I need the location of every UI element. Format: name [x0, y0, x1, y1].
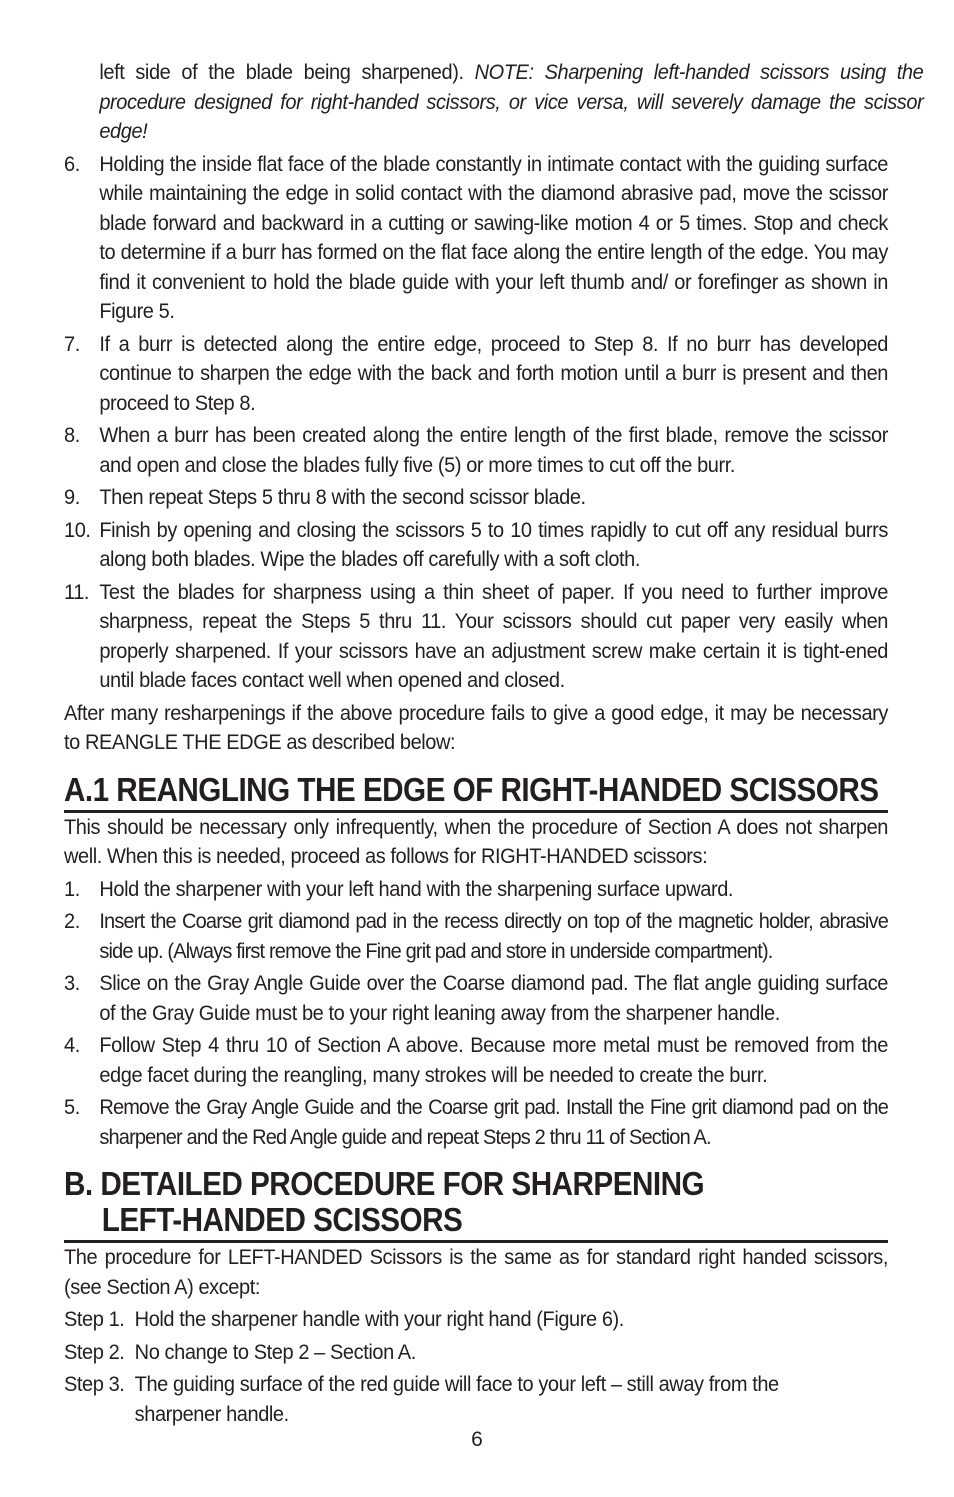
list-item: [64, 1031, 888, 1090]
step-number: 8.: [64, 423, 80, 447]
step-number: 9.: [64, 485, 80, 509]
step-number: 1.: [64, 876, 80, 901]
warning-note: NOTE: Sharpening left-handed scissors using the procedure designed for right-handed scissors, or vice versa, will severely damage the scissor edge!: [99, 60, 924, 143]
list-item: [64, 875, 888, 905]
section-b-title-line-1: B. DETAILED PROCEDURE FOR SHARPENING: [64, 1165, 705, 1202]
step-number: 3.: [64, 971, 80, 995]
list-item: [64, 421, 888, 480]
step-number: 2.: [64, 909, 80, 933]
list-item: [64, 1305, 888, 1335]
step-text: The guiding surface of the red guide will face to your left – still away from the sharpener handle.: [134, 1372, 779, 1426]
step-number: 6.: [64, 151, 80, 176]
step-text: If a burr is detected along the entire edge, proceed to Step 8. If no burr has developed continue to sharpen the edge with the back and forth motion until a burr is present and then proceed to Step 8.: [99, 331, 888, 415]
section-a1-heading: [64, 772, 888, 813]
document-page: [64, 58, 924, 1432]
step-number: Step 2.: [64, 1339, 125, 1364]
step-number: Step 1.: [64, 1307, 125, 1331]
step-5-continuation-text: left side of the blade being sharpened).: [99, 60, 475, 84]
section-a1-title: A.1 REANGLING THE EDGE OF RIGHT-HANDED SCISSORS: [64, 770, 879, 808]
section-b-heading: [64, 1166, 888, 1243]
section-a-steps: [64, 150, 888, 696]
list-item: [64, 150, 888, 327]
step-text: Then repeat Steps 5 thru 8 with the second scissor blade.: [99, 485, 586, 509]
step-number: 4.: [64, 1033, 80, 1057]
list-item: [64, 1370, 888, 1429]
page-number: 6: [471, 1428, 483, 1451]
step-number: 7.: [64, 331, 80, 356]
step-number: 11.: [64, 579, 90, 604]
section-b-intro: The procedure for LEFT-HANDED Scissors is the same as for standard right handed scissors, (see Section A) except:: [64, 1245, 888, 1299]
step-text: Hold the sharpener handle with your right hand (Figure 6).: [134, 1307, 624, 1331]
step-text: Remove the Gray Angle Guide and the Coarse grit pad. Install the Fine grit diamond pad on the sharpener and the Red Angle guide and repeat Steps 2 thru 11 of Section A.: [99, 1095, 888, 1149]
list-item: [64, 578, 888, 696]
section-a1-intro: This should be necessary only infrequently, when the procedure of Section A does not sharpen well. When this is needed, proceed as follows for RIGHT-HANDED scissors:: [64, 814, 888, 868]
step-text: Follow Step 4 thru 10 of Section A above. Because more metal must be removed from the edge facet during the reangling, many strokes will be needed to create the burr.: [99, 1033, 888, 1087]
step-number: 10.: [64, 517, 91, 542]
step-text: Slice on the Gray Angle Guide over the Coarse diamond pad. The flat angle guiding surface of the Gray Guide must be to your right leaning away from the sharpener handle.: [99, 971, 888, 1025]
list-item: [64, 516, 888, 575]
list-item: [64, 330, 888, 419]
step-text: Test the blades for sharpness using a thin sheet of paper. If you need to further improve sharpness, repeat the Steps 5 thru 11. Your scissors should cut paper very easily when properly sharpened. If your scissors have an adjustment screw make certain it is tight-ened until blade faces contact well when opened and closed.: [99, 579, 888, 692]
step-text: Holding the inside flat face of the blade constantly in intimate contact with the guiding surface while maintaining the edge in solid contact with the diamond abrasive pad, move the scissor blade forward and backward in a cutting or sawing-like motion 4 or 5 times. Stop and check to determine if a burr has formed on the flat face along the entire length of the edge. You may find it convenient to hold the blade guide with your left thumb and/ or forefinger as shown in Figure 5.: [99, 151, 888, 323]
list-item: [64, 907, 888, 966]
step-text: When a burr has been created along the entire length of the first blade, remove the scissor and open and close the blades fully five (5) or more times to cut off the burr.: [99, 423, 888, 477]
step-text: No change to Step 2 – Section A.: [134, 1339, 416, 1364]
list-item: [64, 969, 888, 1028]
step-5-continuation: [64, 58, 923, 147]
section-b-steps: [64, 1305, 888, 1429]
step-text: Finish by opening and closing the scissors 5 to 10 times rapidly to cut off any residual burrs along both blades. Wipe the blades off carefully with a soft cloth.: [99, 517, 888, 571]
section-a1-steps: [64, 875, 888, 1153]
step-number: 5.: [64, 1095, 80, 1119]
list-item: [64, 483, 888, 513]
step-text: Hold the sharpener with your left hand with the sharpening surface upward.: [99, 876, 734, 901]
reangle-paragraph: After many resharpenings if the above procedure fails to give a good edge, it may be necessary to REANGLE THE EDGE as described below:: [64, 700, 888, 754]
list-item: [64, 1093, 888, 1152]
step-number: Step 3.: [64, 1372, 125, 1396]
section-b-title-line-2: LEFT-HANDED SCISSORS: [101, 1201, 463, 1238]
section-b-title: [64, 1166, 888, 1238]
step-text: Insert the Coarse grit diamond pad in the recess directly on top of the magnetic holder, abrasive side up. (Always first remove the Fine grit pad and store in underside compartment).: [99, 909, 888, 963]
list-item: [64, 1338, 888, 1368]
